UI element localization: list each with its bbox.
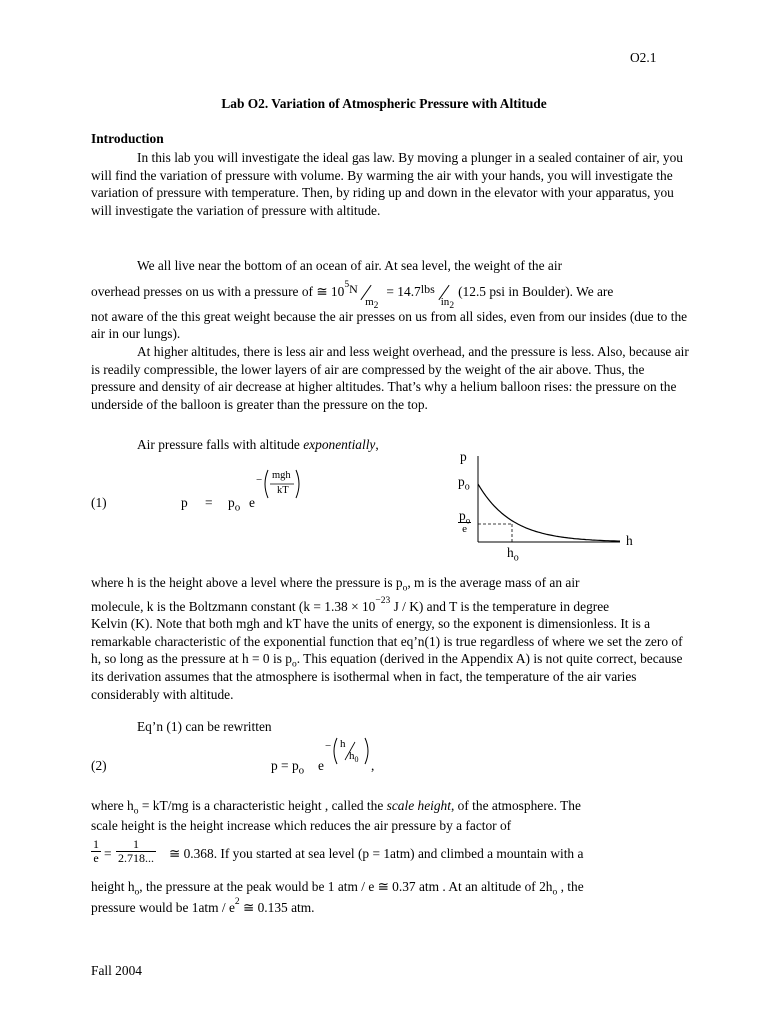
sea-level-rest: not aware of the this great weight because the air presses on us from all sides, even from our insides (due to the air in our lungs). [91,308,688,342]
fraction-line [91,838,691,874]
equation-2 [91,736,391,780]
exponentially-emphasis: exponentially [303,437,376,452]
graph-x-label: h [626,533,633,548]
intro-paragraph: In this lab you will investigate the ideal gas law. By moving a plunger in a sealed container of air, you will find the variation of pressure with volume. By warming the air with your hands, you will investigate the variation of pressure with temperature. Then, by riding up and down in the elevator with your apparatus, you will investigate the variation of pressure with altitude. [91,150,683,218]
pressure-altitude-graph [450,444,650,564]
mountain-paragraph [91,878,691,916]
sea-level-line-2 [91,280,691,311]
equation-1-equals: = [205,495,213,510]
fraction-1-over-e: $\frac{1}{e}$ [93,837,99,865]
sea-level-line-1: We all live near the bottom of an ocean of air. At sea level, the weight of the air [137,258,563,273]
fraction-1-over-2718: $\frac{1}{2.718...}$ [118,837,154,865]
equation-1-p0: $p_o$ [228,495,241,514]
equation-2-e: e [318,758,324,773]
equation-1-label: (1) [91,495,107,510]
equation-2-numerator: h [340,738,346,750]
equation-1-denominator: kT [277,485,289,496]
equation-1-numerator: mgh [272,470,291,481]
graph-p0-label: $p_o$ [458,474,470,493]
unit-lbs-per-in2: lbs $in_2$ [420,281,455,311]
variables-rest: Kelvin (K). Note that both mgh and kT have the units of energy, so the exponent is dimensionless. It is a remarkable characteristic of the exponential function that eq’n(1) is true regardless of where we set the zero of h, so long as the pressure at h = 0 is $p_o$. This equation (derived in the Appendix A) is not quite correct, because its derivation assumes that the atmosphere is isothermal when in fact, the temperature of the air varies considerably with altitude. [91,616,683,702]
rewrite-line: Eq’n (1) can be rewritten [137,719,272,734]
equation-2-label: (2) [91,758,107,773]
sea-level-paragraph [91,257,691,343]
variables-paragraph [91,574,691,703]
page-title: Lab O2. Variation of Atmospheric Pressure with Altitude [221,96,547,111]
fraction-result-text: ≅ 0.368. If you started at sea level (p = 1atm) and climbed a mountain with a [169,846,584,861]
pressure-exponent: 5 [344,280,350,291]
scale-height-paragraph [91,797,691,834]
variables-line-2: molecule, k is the Boltzmann constant ($k = 1.38 \times 10^{-23}$ J / K) and T is the temperature in degree [91,596,610,614]
equation-2-lhs: $p = p_o$ [271,758,305,777]
graph-y-label: p [460,449,467,464]
scale-height-emphasis: scale height [386,798,451,813]
boulder-text: (12.5 psi in Boulder). We are [454,283,614,299]
unit-newton-per-m2: N $m_2$ [349,281,379,311]
pressure-text: overhead presses on us with a pressure of ≅ 10 [91,283,345,299]
equation-1-e: e [249,495,255,510]
page-number: O2.1 [630,50,657,65]
psi-value: = 14.7 [383,283,421,299]
footer-date: Fall 2004 [91,963,142,978]
altitude-paragraph: At higher altitudes, there is less air and less weight overhead, and the pressure is less. Also, because air is readily compressible, the lower layers of air are compressed by the weight of the air above. Thus, the pressure and density of air decrease at higher altitudes. That’s why a helium balloon rises: the pressure on the underside of the balloon is greater than the pressure on the top. [91,344,689,412]
fraction-equals: = [104,846,112,861]
section-heading: Introduction [91,131,164,146]
graph-h0-label: $h_o$ [507,545,519,564]
equation-2-comma: , [371,758,375,773]
exponential-line: Air pressure falls with altitude exponentially, [137,437,379,452]
equation-1-lhs: p [181,495,188,510]
graph-p0e-label: $p_o$ e [459,508,471,535]
equation-1 [91,468,331,518]
scale-height-line-1: where $h_o = kT/mg$ is a characteristic height , called the scale height, of the atmosphere. The [91,798,581,817]
equation-2-denominator: $h_0$ [349,750,359,765]
exponential-decay-curve [478,484,620,541]
equation-2-minus: − [325,740,332,752]
mountain-line-2: pressure would be $1atm / e^2$ ≅ 0.135 atm. [91,897,315,915]
equation-1-minus: − [256,474,263,486]
scale-height-line-2: scale height is the height increase which reduces the air pressure by a factor of [91,817,512,833]
mountain-line-1: height $h_o$, the pressure at the peak would be 1 atm / e ≅ 0.37 atm . At an altitude of $2h_o$ , the [91,879,584,898]
variables-line-1: where h is the height above a level where the pressure is $p_o$, m is the average mass of an air [91,575,580,594]
